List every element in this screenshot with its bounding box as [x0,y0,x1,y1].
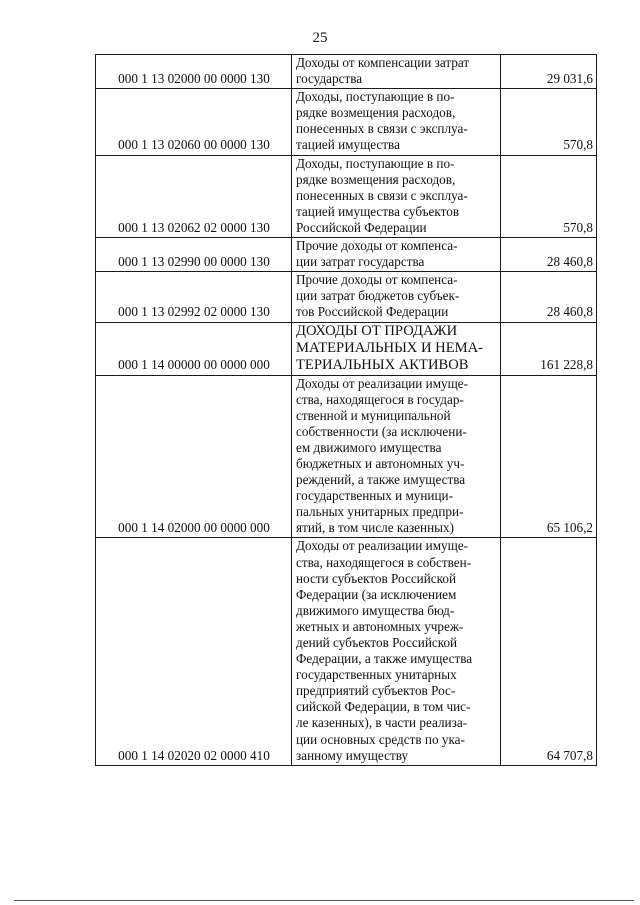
table-row [96,55,597,89]
page-number: 25 [312,30,328,46]
budget-code-cell: 000 1 14 02000 00 0000 000 [96,375,292,538]
amount-cell: 570,8 [501,89,597,155]
budget-code-cell: 000 1 13 02990 00 0000 130 [96,238,292,272]
amount-cell: 570,8 [501,155,597,237]
revenue-section-heading-cell: ДОХОДЫ ОТ ПРОДАЖИ МАТЕРИАЛЬНЫХ И НЕМА- ТЕРИАЛЬНЫХ АКТИВОВ [292,322,501,375]
budget-code-cell: 000 1 14 00000 00 0000 000 [96,322,292,375]
amount-cell: 65 106,2 [501,375,597,538]
revenue-name-cell: Доходы от компенсации затрат государства [292,55,501,89]
budget-code-cell: 000 1 13 02992 02 0000 130 [96,272,292,322]
table-row [96,155,597,237]
revenue-name-cell: Доходы, поступающие в по- рядке возмещения расходов, понесенных в связи с эксплуа- тацией имущества [292,89,501,155]
amount-cell: 64 707,8 [501,538,597,765]
revenue-name-cell: Доходы от реализации имуще- ства, находящегося в государ- ственной и муниципальной собственности (за исключени- ем движимого имущества бюджетных и автономных уч- реждений, а также имущества государственных и муници- пальных унитарных предпри- ятий, в том числе казенных) [292,375,501,538]
page-bottom-rule [14,900,634,901]
revenue-name-cell: Прочие доходы от компенса- ции затрат бюджетов субъек- тов Российской Федерации [292,272,501,322]
table-row [96,538,597,765]
budget-code-cell: 000 1 13 02062 02 0000 130 [96,155,292,237]
table-row [96,272,597,322]
amount-cell: 29 031,6 [501,55,597,89]
budget-code-cell: 000 1 13 02000 00 0000 130 [96,55,292,89]
amount-cell: 28 460,8 [501,238,597,272]
table-row [96,238,597,272]
table-row [96,322,597,375]
budget-code-cell: 000 1 14 02020 02 0000 410 [96,538,292,765]
amount-cell: 161 228,8 [501,322,597,375]
revenue-table [95,54,597,766]
table-row [96,375,597,538]
revenue-name-cell: Доходы, поступающие в по- рядке возмещения расходов, понесенных в связи с эксплуа- тацией имущества субъектов Российской Федерации [292,155,501,237]
table-row [96,89,597,155]
revenue-name-cell: Прочие доходы от компенса- ции затрат государства [292,238,501,272]
amount-cell: 28 460,8 [501,272,597,322]
budget-code-cell: 000 1 13 02060 00 0000 130 [96,89,292,155]
revenue-name-cell: Доходы от реализации имуще- ства, находящегося в собствен- ности субъектов Российской Федерации (за исключением движимого имущества бюд- жетных и автономных учреж- дений субъектов Российской Федерации, а также имущества государственных унитарных предприятий субъектов Рос- сийской Федерации, в том чис- ле казенных), в части реализа- ции основных средств по ука- занному имуществу [292,538,501,765]
